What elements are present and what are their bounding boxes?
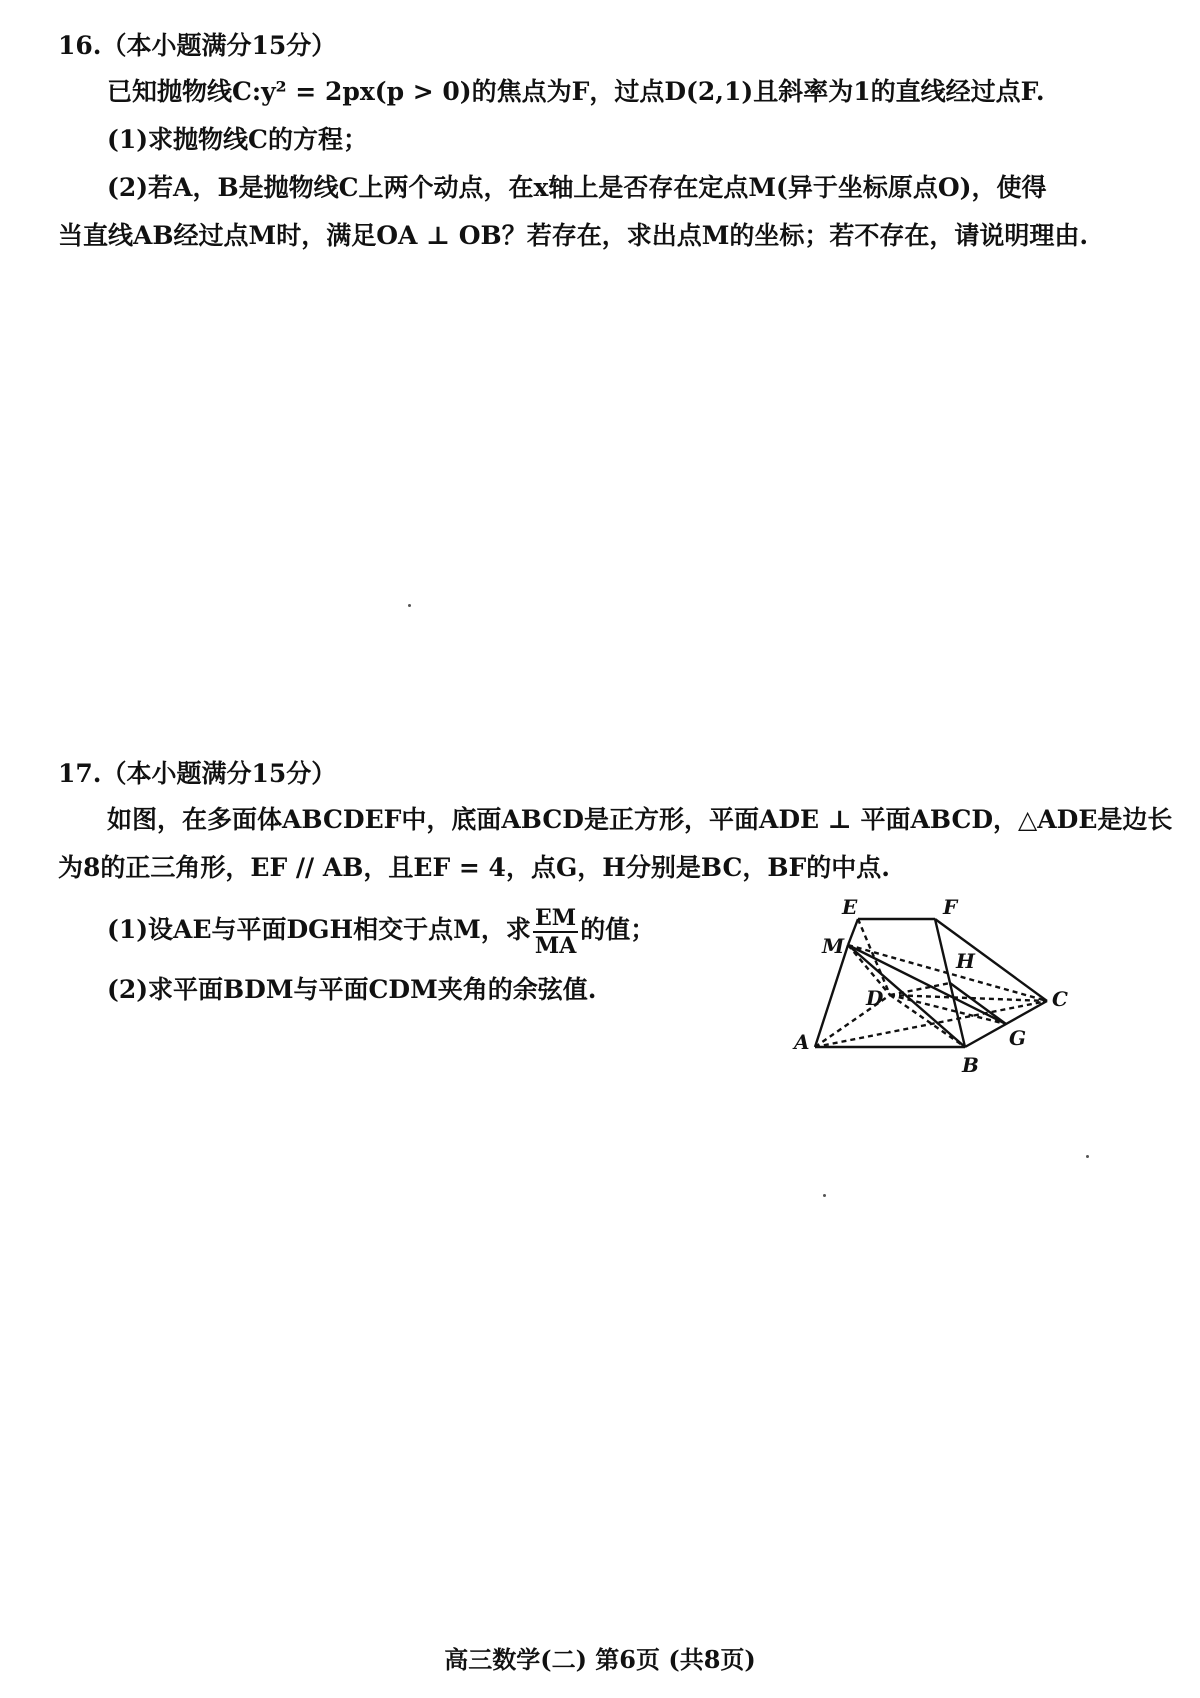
label-c: C: [1052, 987, 1068, 1011]
label-h: H: [956, 949, 975, 973]
fraction-em-ma: [533, 905, 578, 959]
label-b: B: [962, 1053, 979, 1077]
q17-part1-before: (1)设AE与平面DGH相交于点M，求: [107, 915, 531, 944]
q16-part2-line2: 当直线AB经过点M时，满足OA ⊥ OB？若存在，求出点M的坐标；若不存在，请说明理由.: [58, 221, 1089, 250]
q16-heading: 16.（本小题满分15分）: [58, 31, 337, 60]
q16-part2-line1: (2)若A，B是抛物线C上两个动点，在x轴上是否存在定点M(异于坐标原点O)，使得: [107, 173, 1047, 202]
label-f: F: [943, 895, 958, 919]
label-d: D: [866, 986, 884, 1010]
edge-mg: [848, 945, 1006, 1024]
edge-ma: [815, 945, 848, 1047]
scan-speck: [408, 604, 411, 607]
q17-part2: (2)求平面BDM与平面CDM夹角的余弦值.: [107, 975, 597, 1004]
q17-part1-after: 的值；: [580, 915, 656, 944]
polyhedron-figure: [790, 890, 1090, 1085]
q16-part1: (1)求抛物线C的方程；: [107, 125, 368, 154]
scan-speck: [1086, 1155, 1089, 1158]
q17-heading: 17.（本小题满分15分）: [58, 759, 337, 788]
fraction-denominator: MA: [534, 932, 577, 959]
page-footer: 高三数学(二) 第6页 (共8页): [444, 1645, 756, 1674]
q16-stem: 已知抛物线C:y² = 2px(p > 0)的焦点为F，过点D(2,1)且斜率为1的直线经过点F.: [107, 77, 1045, 106]
label-a: A: [794, 1030, 810, 1054]
label-g: G: [1009, 1026, 1027, 1050]
edge-em: [848, 919, 858, 945]
scan-speck: [823, 1194, 826, 1197]
q17-stem-line1: 如图，在多面体ABCDEF中，底面ABCD是正方形，平面ADE ⊥ 平面ABCD，△ADE是边长: [107, 805, 1173, 834]
label-m: M: [822, 934, 845, 958]
q17-part1: [107, 902, 655, 959]
q17-stem-line2: 为8的正三角形，EF // AB，且EF = 4，点G，H分别是BC，BF的中点.: [58, 853, 890, 882]
fraction-numerator: EM: [533, 905, 578, 933]
label-e: E: [842, 895, 858, 919]
